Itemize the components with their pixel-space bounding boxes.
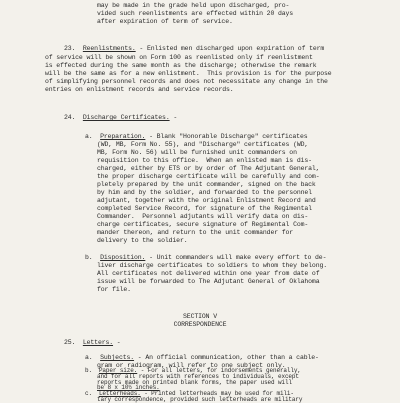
text-line: gram or radiogram, will refer to one subject only.	[97, 362, 286, 369]
text-line: completed Service Record, for signature of the Regimental	[97, 205, 312, 212]
paragraph-title: Letters.	[82, 339, 114, 346]
text-line: for file.	[97, 286, 131, 293]
text-line: entries on enlistment records and service records.	[45, 86, 234, 93]
subparagraph-24b	[85, 254, 326, 261]
section-heading: SECTION V	[183, 313, 217, 320]
subparagraph-title: Preparation.	[100, 133, 146, 140]
text-line: by him and by the soldier, and forwarded to the personnel	[97, 189, 312, 196]
text-line: Commander. Personnel adjutants will verify data on dis-	[97, 213, 309, 220]
subparagraph-title: Disposition.	[100, 254, 146, 261]
subparagraph-24a	[85, 133, 307, 140]
text-line: after expiration of term of service.	[97, 18, 233, 25]
subparagraph-label: a.	[85, 133, 93, 140]
text-line: mander thereon, and return to the unit commander for	[97, 229, 294, 236]
paragraph-24: 24. Discharge Certificates. -	[64, 114, 178, 121]
text-line: delivery to the soldier.	[97, 237, 188, 244]
subparagraph-title: Paper size.	[98, 367, 138, 374]
text-line: tary correspondence, provided such letterheads are military	[97, 396, 303, 403]
text-line: - Unit commanders will make every effort to de-	[145, 254, 327, 261]
text-line: MB, Form No. 56) will be furnished unit commanders on	[97, 149, 297, 156]
paragraph-25: 25. Letters. -	[64, 339, 121, 346]
paragraph-23	[64, 45, 324, 52]
text-line: and for all reports with references to individuals, except	[97, 372, 299, 380]
subparagraph-25a	[85, 354, 319, 361]
text-line: (WD, MB, Form No. 55), and "Discharge" certificates (WD,	[97, 141, 309, 148]
text-line: be 8 x 10½ inches.	[97, 384, 160, 392]
subparagraph-title: Letterheads.	[98, 390, 141, 398]
subparagraph-label: c.	[85, 390, 92, 398]
section-subheading: CORRESPONDENCE	[173, 321, 227, 328]
text-line: - Enlisted men discharged upon expiration of term	[135, 45, 325, 52]
subparagraph-label: b.	[85, 254, 93, 261]
text-line: pletely prepared by the unit commander, signed on the back	[97, 181, 316, 188]
text-line: the proper discharge certificate will be carefully and com-	[97, 173, 320, 180]
paragraph-title: Discharge Certificates.	[82, 114, 170, 121]
paragraph-number: 23.	[64, 45, 76, 52]
text-line: - For all letters, for indorsements generally,	[137, 367, 301, 374]
text-line: will be the same as for a new enlistment. This provision is for the purpose	[45, 70, 332, 77]
text-line: - Blank "Honorable Discharge" certificates	[145, 133, 308, 140]
text-line: may be made in the grade held upon discharged, pro-	[97, 2, 290, 9]
text-line: liver discharge certificates to soldiers to whom they belong.	[97, 262, 328, 269]
text-line: - An official communication, other than a cable-	[134, 354, 319, 361]
text-line: vided such reenlistments are effected within 20 days	[97, 10, 294, 17]
paragraph-number: 25.	[64, 339, 76, 346]
text-line: is effected during the same month as the discharge; otherwise the remark	[45, 62, 317, 69]
text-line: of simplifying personnel records and does not necessitate any change in the	[45, 78, 328, 85]
text-line: - Printed letterheads may be used for mili-	[140, 390, 294, 398]
text-line: adjutant, together with the original Enlistment Record and	[97, 197, 316, 204]
paragraph-title: Reenlistments.	[82, 45, 136, 52]
text-line: requisition to this office. When an enlisted man is dis-	[97, 157, 312, 164]
text-line: charged, either by ETS or by order of The Adjutant General,	[97, 165, 320, 172]
subparagraph-label: a.	[85, 354, 93, 361]
paragraph-number: 24.	[64, 114, 76, 121]
text-line: All certificates not delivered within one year from date of	[97, 270, 320, 277]
subparagraph-label: b.	[85, 367, 92, 374]
text-line: charge certificates, secure signature of Regimental Com-	[97, 221, 309, 228]
subparagraph-title: Subjects.	[100, 354, 135, 361]
text-line: of service will be shown on Form 100 as reenlisted only if reenlistment	[45, 54, 313, 61]
text-line: reports made on printed blank forms, the paper used will	[97, 378, 292, 386]
text-line: issue will be forwarded to The Adjutant General of Oklahoma	[97, 278, 320, 285]
